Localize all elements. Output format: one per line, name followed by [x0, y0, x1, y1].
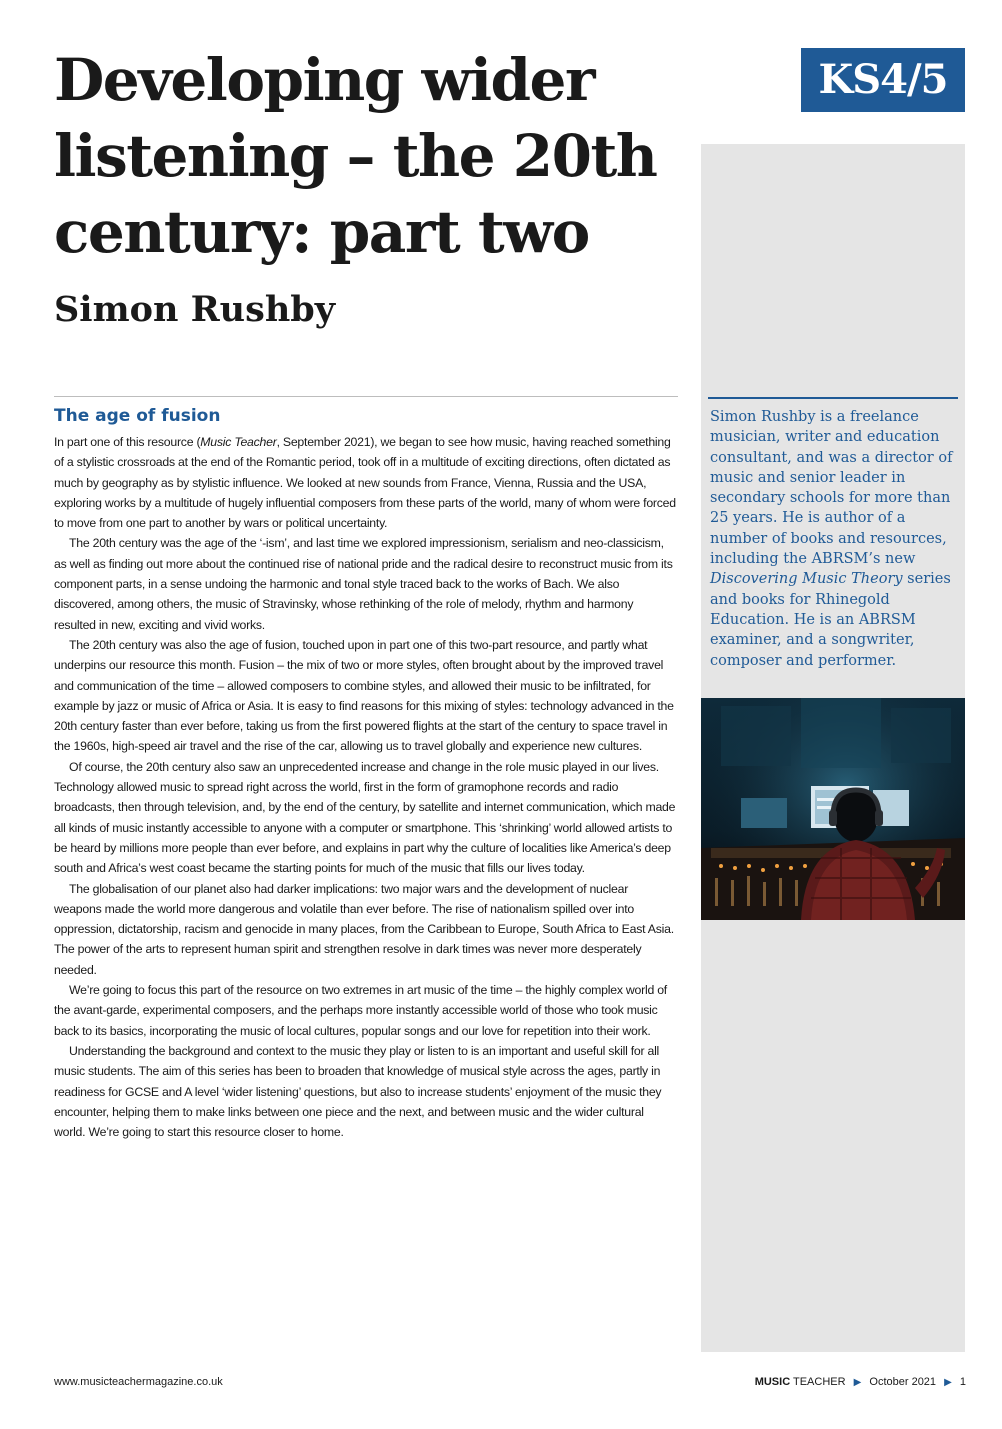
- author-name: Simon Rushby: [54, 289, 336, 330]
- sidebar-divider: [708, 397, 958, 399]
- paragraph: The globalisation of our planet also had darker implications: two major wars and the development of nuclear weapons made the world more dangerous and volatile than ever before. The rise of nationalism spilled over into oppression, dictatorship, racism and genocide in many places, from the Caribbean to Europe, South Africa to East Asia. The power of the arts to represent human spirit and strengthen resolve in dark times was never more desperately needed.: [54, 881, 674, 977]
- intro-prefix: In part one of this resource (: [54, 435, 201, 449]
- intro-rest: , September 2021), we began to see how music, having reached something of a stylistic crossroads at the end of the Romantic period, took off in a multitude of exciting directions, often dictated as much by geography as by stylistic influence. We looked at new sounds from France, Vienna, Russia and the USA, exploring works by a multitude of hugely influential composers from these parts of the world, many of whom were forced to move from one part to another by wars or political uncertainty.: [54, 435, 676, 531]
- paragraph: The 20th century was also the age of fusion, touched upon in part one of this two-part resource, and partly what underpins our resource this month. Fusion – the mix of two or more styles, often brought about by the improved travel and communication of the time – allowed composers to combine styles, and allowed their music to be infiltrated, for example by jazz or music of Africa or Asia. It is easy to find reasons for this mixing of styles: technology advanced in the 20th century faster than ever before, taking us from the first powered flights at the start of the century to space travel in the 1960s, high-speed air travel and the rise of the car, allowing us to travel globally and experience new cultures.: [54, 637, 674, 754]
- paragraph-intro: [54, 432, 677, 533]
- footer-issue-date: October 2021: [869, 1376, 937, 1388]
- bio-book-title: Discovering Music Theory: [710, 571, 903, 588]
- studio-photo-illustration: [701, 698, 965, 920]
- footer-brand-teacher: TEACHER: [793, 1376, 846, 1388]
- footer-website-link[interactable]: www.musicteachermagazine.co.uk: [54, 1376, 223, 1388]
- key-stage-badge: KS4/5: [801, 48, 965, 112]
- footer-publication-info: [755, 1376, 966, 1388]
- magazine-title: Music Teacher: [200, 435, 277, 449]
- arrow-right-icon: ▶: [853, 1377, 862, 1388]
- studio-photo: [701, 698, 965, 920]
- article-title: Developing wider listening – the 20th century: part two: [54, 46, 657, 266]
- arrow-right-icon: ▶: [944, 1377, 952, 1388]
- article-body: [54, 432, 677, 1142]
- section-heading: The age of fusion: [54, 406, 221, 426]
- footer-brand-music: MUSIC: [754, 1376, 791, 1388]
- bio-text-after: series and books for Rhinegold Education. He is an ABRSM examiner, and a songwriter, composer and performer.: [710, 571, 951, 669]
- article-divider: [54, 396, 678, 397]
- paragraph: The 20th century was the age of the ‘-ism’, and last time we explored impressionism, serialism and neo-classicism, as well as finding out more about the continued rise of national pride and the radical desire to reconstruct music from its component parts, in a sense undoing the harmonic and tonal style traced back to the works of Bach. We also discovered, among others, the music of Stravinsky, whose rethinking of the role of melody, rhythm and harmony resulted in new, exciting and vivid works.: [54, 536, 673, 632]
- paragraph: Understanding the background and context to the music they play or listen to is an important and useful skill for all music students. The aim of this series has been to broaden that knowledge of musical style across the ages, partly in readiness for GCSE and A level ‘wider listening’ questions, but also to increase students’ enjoyment of the music they encounter, helping them to make links between one piece and the next, and between music and the wider cultural world. We’re going to start this resource closer to home.: [54, 1043, 662, 1140]
- bio-text-before: Simon Rushby is a freelance musician, writer and education consultant, and was a director of music and senior leader in secondary schools for more than 25 years. He is author of a number of books and resources, including the ABRSM’s new: [710, 409, 953, 568]
- footer-page-number: 1: [959, 1376, 966, 1388]
- paragraph: We’re going to focus this part of the resource on two extremes in art music of the time – the highly complex world of the avant-garde, experimental composers, and the perhaps more instantly accessible world of those who took music back to its basics, incorporating the music of local cultures, popular songs and our love for repetition into their work.: [54, 983, 667, 1038]
- author-bio: [710, 407, 960, 671]
- paragraph: Of course, the 20th century also saw an unprecedented increase and change in the role music played in our lives. Technology allowed music to spread right across the world, first in the form of gramophone records and radio broadcasts, then through television, and, by the end of the century, by satellite and internet communication, which made all kinds of music instantly accessible to anyone with a computer or smartphone. This ‘shrinking’ world allowed artists to be heard by millions more people than ever before, and explains in part why the culture of localities like America’s deep south and Africa’s west coast became the starting points for much of the music that fills our lives today.: [54, 759, 676, 876]
